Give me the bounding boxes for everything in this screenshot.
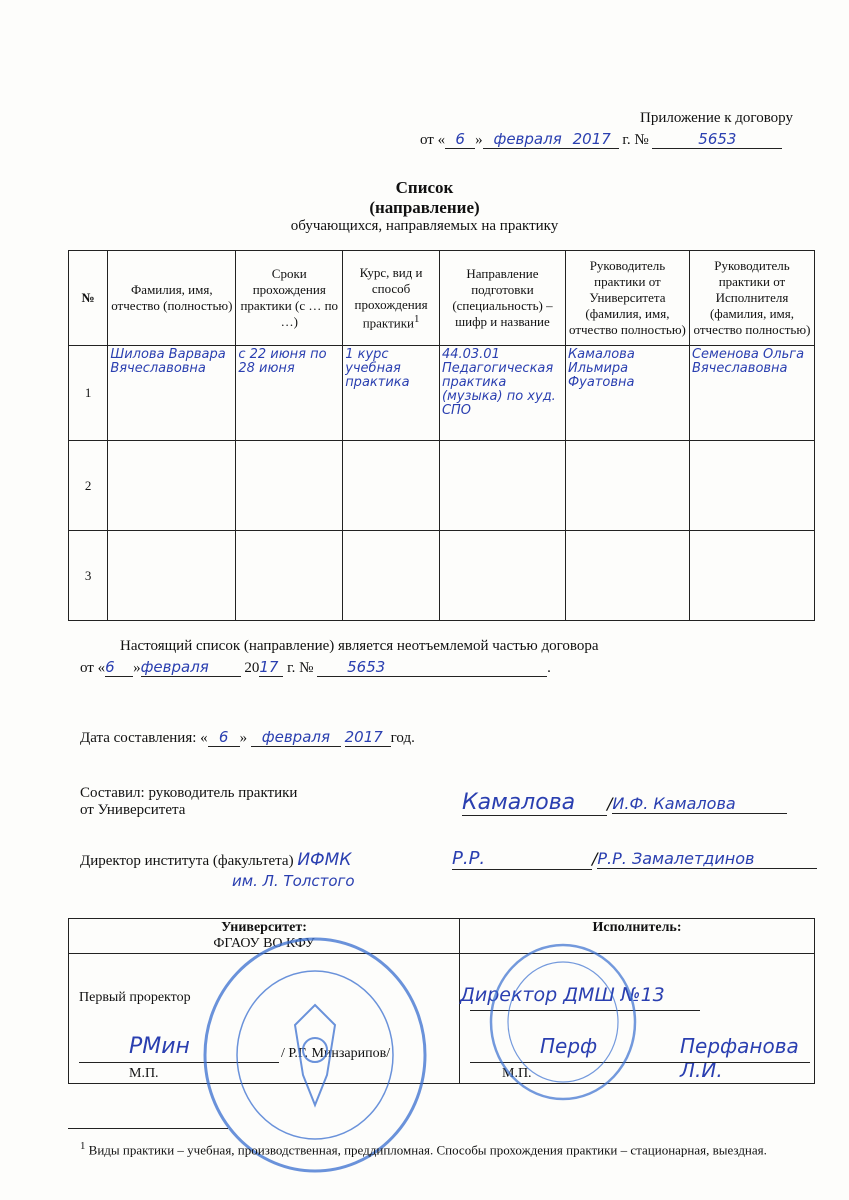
table-header-row: № Фамилия, имя, отчество (полностью) Сроки прохождения практики (с … по …) Курс, вид и способ прохождения практики$^1$ Направление подготовки (специальность) – шифр и название Руководитель практики от Университета (фамилия, имя, отчество полностью) Руководитель практики от Исполнителя (фамилия, имя, отчество полностью) xyxy=(69,251,815,346)
contract-ref: от « 6 » февраля 2017 г. № 5653 xyxy=(420,130,782,149)
signature: Перф xyxy=(540,1034,598,1058)
appendix-label: Приложение к договору xyxy=(640,110,793,126)
compiled-by-signature-block: Камалова /И.Ф. Камалова xyxy=(462,790,787,816)
parties-table xyxy=(68,918,815,1084)
contract-day: 6 xyxy=(445,130,475,149)
signature: РМин xyxy=(129,1034,190,1059)
contract-year: 2017 xyxy=(573,130,619,149)
page-title: Список (направление) обучающихся, направляемых на практику xyxy=(290,178,559,234)
table-row: 3 xyxy=(69,531,815,621)
table-row: 1 Шилова Варвара Вячеславовна с 22 июня по 28 июня 1 курс учебная практика 44.03.01 Педагогическая практика (музыка) по худ. СПО Камалова Ильмира Фуатовна Семенова Ольга Вячеславовна xyxy=(69,346,815,441)
signature: Камалова xyxy=(462,790,607,816)
footnote: $^1$ Виды практики – учебная, производственная, преддипломная. Способы прохождения практики – стационарная, выездная. xyxy=(80,1140,767,1158)
footnote-divider xyxy=(68,1128,228,1129)
statement-ref: от «6 »февраля 2017 г. № 5653 . xyxy=(80,658,551,676)
students-table xyxy=(68,250,815,621)
university-header: Университет: ФГАОУ ВО КФУ xyxy=(69,919,460,954)
contract-number: 5653 xyxy=(652,130,782,149)
compiled-date: Дата составления: « 6 » февраля 2017 год. xyxy=(80,728,415,746)
statement-text: Настоящий список (направление) является неотъемлемой частью договора xyxy=(120,638,599,654)
signature: Р.Р. xyxy=(452,848,592,870)
director-signature-block: Р.Р. /Р.Р. Замалетдинов xyxy=(452,848,817,870)
table-row: 2 xyxy=(69,441,815,531)
executor-header: Исполнитель: xyxy=(460,919,815,954)
contract-month: февраля xyxy=(483,130,573,149)
executor-signature-cell: Директор ДМШ №13 Перф Перфанова Л.И. М.П. xyxy=(460,954,815,1084)
compiled-by-label: Составил: руководитель практики от Университета xyxy=(80,785,298,818)
director-institute: им. Л. Толстого xyxy=(232,872,355,890)
university-signature-cell: Первый проректор РМин / Р.Г. Минзарипов/ М.П. xyxy=(69,954,460,1084)
director-label: Директор института (факультета) ИФМК xyxy=(80,850,352,870)
